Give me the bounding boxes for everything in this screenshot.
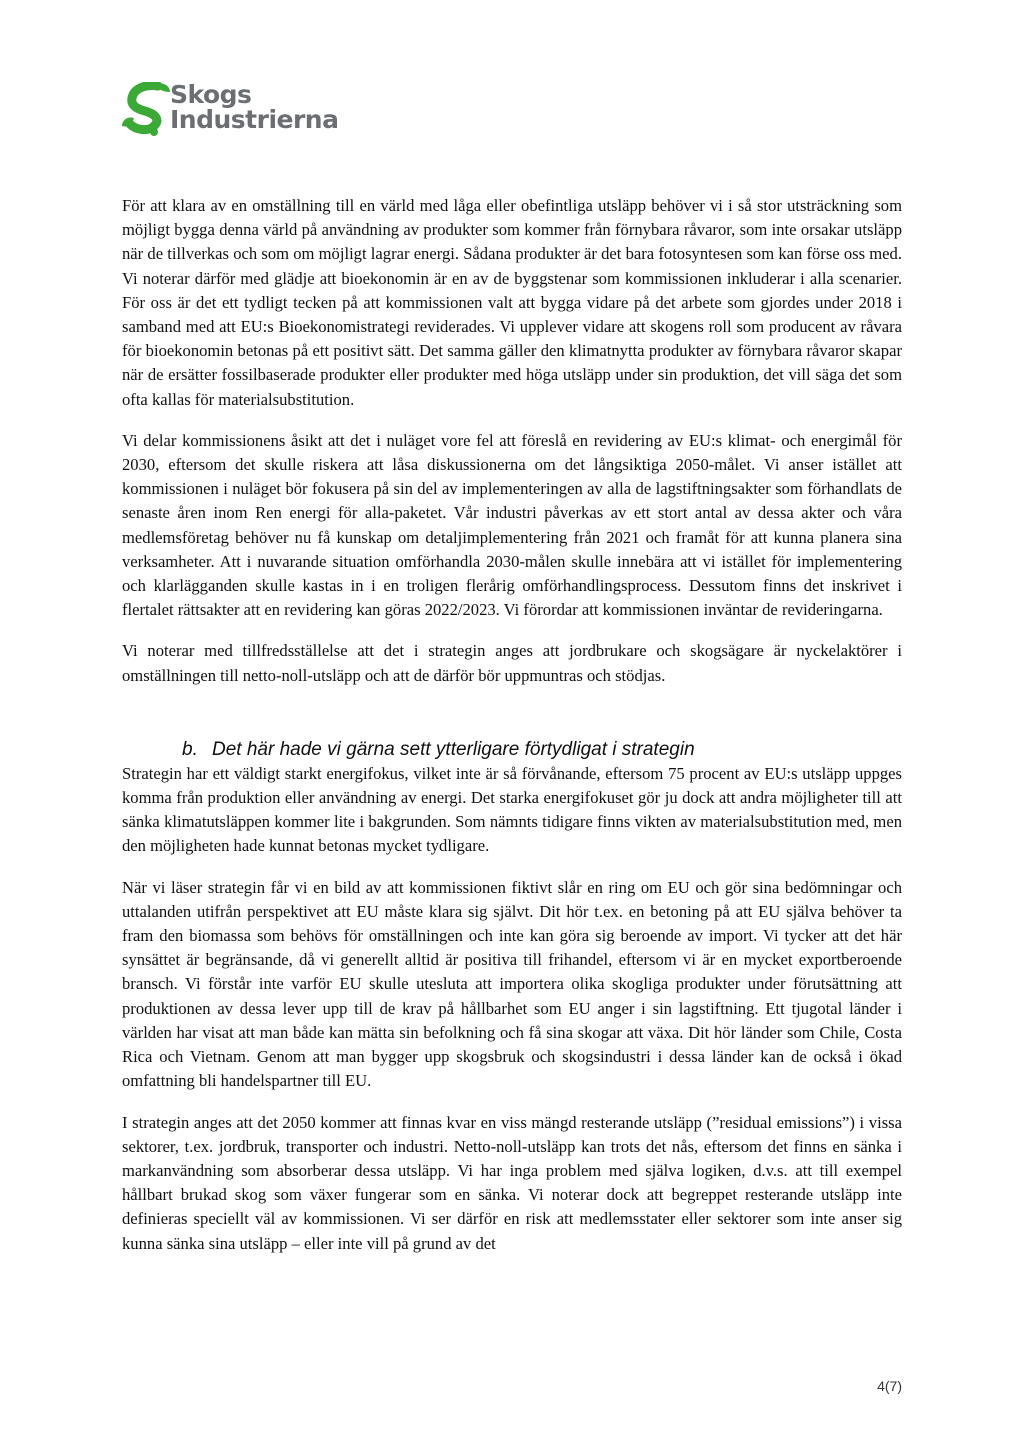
body-paragraph: Vi noterar med tillfredsställelse att det i strategin anges att jordbrukare och skogsägare är nyckelaktörer i omställningen till netto-noll-utsläpp och att de därför bör uppmuntras och stödjas. [122, 641, 902, 685]
logo-wordmark-line1: Skogs [170, 80, 252, 109]
section-heading [182, 738, 902, 762]
section-heading-title: Det här hade vi gärna sett ytterligare förtydligat i strategin [212, 738, 695, 760]
body-paragraph: För att klara av en omställning till en värld med låga eller obefintliga utsläpp behöver vi i så stor utsträckning som möjligt bygga denna värld på användning av produkter som kommer från förnybara råvaror, som inte orsakar utsläpp när de tillverkas och som om möjligt lagrar energi. Sådana produkter är det bara fotosyntesen som kan förse oss med. Vi noterar därför med glädje att bioekonomin är en av de byggstenar som kommissionen inkluderar i alla scenarier. För oss är det ett tydligt tecken på att kommissionen valt att bygga vidare på det arbete som gjordes under 2018 i samband med att EU:s Bioekonomistrategi reviderades. Vi upplever vidare att skogens roll som producent av råvara för bioekonomin betonas på ett positivt sätt. Det samma gäller den klimatnytta produkter av förnybara råvaror skapar när de ersätter fossilbaserade produkter eller produkter med höga utsläpp under sin produktion, det vill säga det som ofta kallas för materialsubstitution. [122, 196, 902, 409]
body-paragraph: I strategin anges att det 2050 kommer att finnas kvar en viss mängd resterande utsläpp (”residual emissions”) i vissa sektorer, t.ex. jordbruk, transporter och industri. Netto-noll-utsläpp kan trots det nås, eftersom det finns en sänka i markanvändning som absorberar dessa utsläpp. Vi har inga problem med själva logiken, d.v.s. att till exempel hållbart brukad skog som växer fungerar som en sänka. Vi noterar dock att begreppet resterande utsläpp inte definieras speciellt väl av kommissionen. Vi ser därför en risk att medlemsstater eller sektorer som inte anser sig kunna sänka sina utsläpp – eller inte vill på grund av det [122, 1112, 902, 1253]
body-paragraph: Strategin har ett väldigt starkt energifokus, vilket inte är så förvånande, eftersom 75 procent av EU:s utsläpp uppges komma från produktion eller användning av energi. Det starka energifokuset gör ju dock att andra möjligheter till att sänka klimatutsläppen kommer lite i bakgrunden. Som nämnts tidigare finns vikten av materialsubstitution med, men den möjligheten hade kunnat betonas mycket tydligare. [122, 763, 902, 856]
body-paragraph: När vi läser strategin får vi en bild av att kommissionen fiktivt slår en ring om EU och gör sina bedömningar och uttalanden utifrån perspektivet att EU måste klara sig självt. Dit hör t.ex. en betoning på att EU själva behöver ta fram den biomassa som behövs för omställningen och inte kan göra sig beroende av import. Vi tycker att det här synsättet är begränsande, då vi generellt alltid är positiva till frihandel, eftersom vi är en mycket exportberoende bransch. Vi förstår inte varför EU skulle utesluta att importera olika skogliga produkter under förutsättning att produktionen av dessa lever upp till de krav på hållbarhet som EU anger i sin lagstiftning. Ett tjugotal länder i världen har visat att man både kan mätta sin befolkning och få sina skogar att växa. Dit hör länder som Chile, Costa Rica och Vietnam. Genom att man bygger upp skogsbruk och skogsindustri i dessa länder kan de också i ökad omfattning bli handelspartner till EU. [122, 877, 902, 1091]
section-heading-letter: b. [182, 738, 198, 760]
leaf-s-logo-icon [120, 82, 172, 138]
logo-wordmark [170, 82, 338, 132]
document-body [122, 194, 902, 1273]
skogsindustrierna-logo [120, 80, 339, 142]
logo-wordmark-line2: Industrierna [170, 105, 339, 134]
page-number: 4(7) [877, 1378, 902, 1394]
body-paragraph: Vi delar kommissionens åsikt att det i nuläget vore fel att föreslå en revidering av EU:s klimat- och energimål för 2030, eftersom det skulle riskera att låsa diskussionerna om det långsiktiga 2050-målet. Vi anser istället att kommissionen i nuläget bör fokusera på sin del av implementeringen av alla de lagstiftningsakter som förhandlats de senaste åren inom Ren energi för alla-paketet. Vår industri påverkas av ett stort antal av dessa akter och våra medlemsföretag behöver nu få kunskap om detaljimplementering från 2021 och framåt för att kunna planera sina verksamheter. Att i nuvarande situation omförhandla 2030-målen skulle innebära att vi istället för implementering och klarlägganden skulle kastas in i en troligen flerårig omförhandlingsprocess. Dessutom finns det inskrivet i flertalet rättsakter att en revidering kan göras 2022/2023. Vi förordar att kommissionen inväntar de revideringarna. [122, 430, 902, 620]
